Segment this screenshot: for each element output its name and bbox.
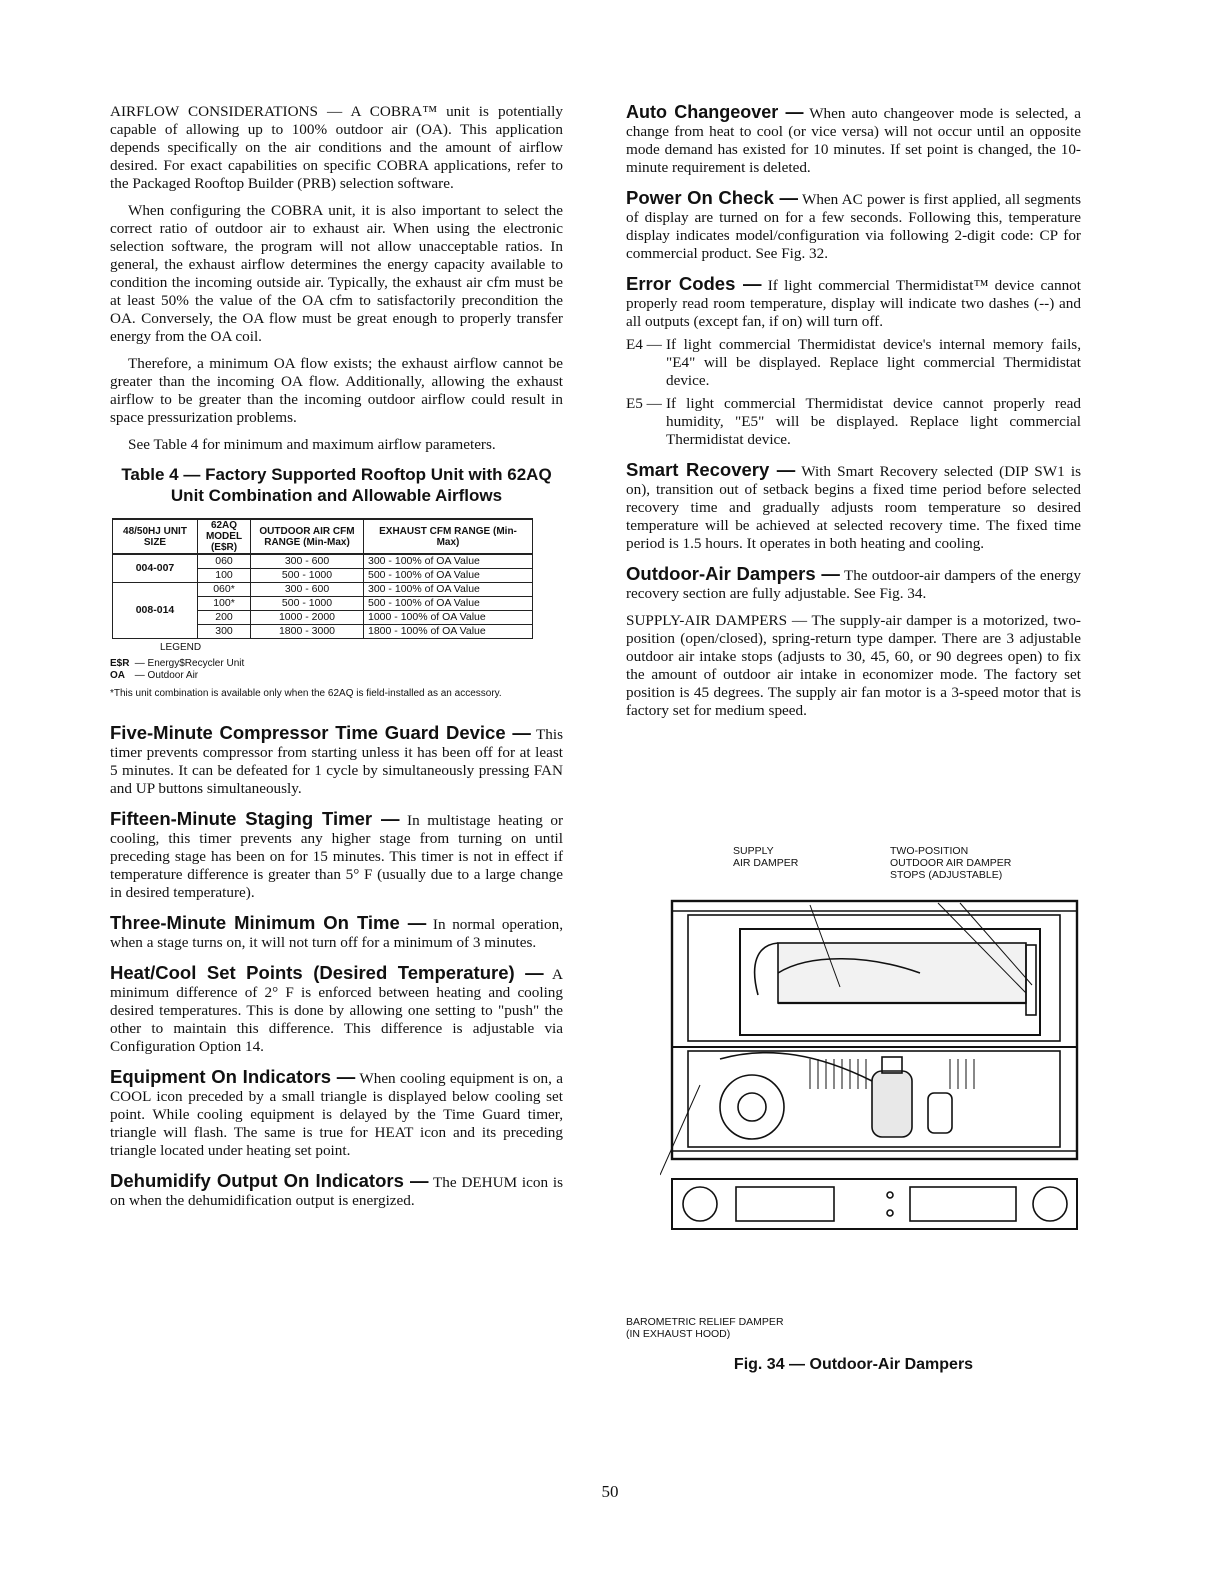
label-barometric-relief-damper xyxy=(626,1316,784,1340)
outdoor-air-dampers-heading: Outdoor-Air Dampers — xyxy=(626,563,840,584)
power-on-heading: Power On Check — xyxy=(626,187,799,208)
exhaust-range-cell: 1800 - 100% of OA Value xyxy=(364,625,533,639)
legend-abbr: OA xyxy=(110,670,125,681)
barometric-leader-line xyxy=(660,1085,700,1175)
oa-range-cell: 1800 - 3000 xyxy=(251,625,364,639)
hood-screw xyxy=(887,1192,893,1198)
right-column xyxy=(626,103,1081,720)
label-line: SUPPLY xyxy=(733,845,774,857)
table-header-exhaust-range: EXHAUST CFM RANGE (Min-Max) xyxy=(364,519,533,554)
section-five-minute xyxy=(110,724,563,798)
oa-range-cell: 500 - 1000 xyxy=(251,569,364,583)
damper-hose xyxy=(755,943,778,995)
section-heading: Three-Minute Minimum On Time — xyxy=(110,912,427,933)
section-body: When cooling equipment is on, a COOL icon preceded by a small triangle is displayed below cooling set point. While cooling equipment is delayed by the Time Guard timer, triangle will flash. The same is true for HEAT icon and its preceding triangle located under heating set point. xyxy=(110,1070,563,1159)
table-header-model: 62AQ MODEL (E$R) xyxy=(198,519,251,554)
section-set-points xyxy=(110,964,563,1056)
section-equipment-on xyxy=(110,1068,563,1160)
error-codes-body: If light commercial Thermidistat™ device cannot properly read room temperature, display will indicate two dashes (--) and all outputs (except fan, if on) will turn off. xyxy=(626,277,1081,330)
hood-knockout-left xyxy=(683,1187,717,1221)
airflow-paragraph-2: When configuring the COBRA unit, it is also important to select the correct ratio of outdoor air to exhaust air. When using the electronic selection software, the program will not allow unacceptable ratios. In general, the exhaust airflow determines the energy capacity available to condition the incoming outside air. Typically, the exhaust air cfm must be at least 50% the value of the OA cfm to satisfactorily precondition the OA. Conversely, the OA flow must be great enough to properly transfer energy from the OA coil. xyxy=(110,202,563,345)
exhaust-range-cell: 500 - 100% of OA Value xyxy=(364,569,533,583)
legend-title: LEGEND xyxy=(160,642,202,653)
error-codes-heading: Error Codes — xyxy=(626,273,762,294)
error-code-text: If light commercial Thermidistat device cannot properly read humidity, "E5" will be displayed. Replace light commercial Thermidistat device. xyxy=(666,395,1081,448)
model-cell: 060* xyxy=(198,583,251,597)
label-line: TWO-POSITION xyxy=(890,845,969,857)
section-heading: Five-Minute Compressor Time Guard Device — xyxy=(110,722,531,743)
blower-hub xyxy=(738,1093,766,1121)
power-on-body: When AC power is first applied, all segments of display are turned on for a few seconds. Following this, temperature display indicates model/configuration via following 2-digit code: CP for commercial product. See Fig. 32. xyxy=(626,191,1082,262)
model-cell: 100 xyxy=(198,569,251,583)
error-code-label: E5 — xyxy=(626,395,662,412)
supply-air-dampers-paragraph: SUPPLY-AIR DAMPERS — The supply-air damper is a motorized, two-position (open/closed), spring-return type damper. There are 3 adjustable outdoor air intake stops (adjusts to 30, 45, 60, or 90 degrees open) to fix the amount of outdoor air intake in economizer mode. The factory set position is 45 degrees. The supply air fan motor is a 3-speed motor that is factory set for medium speed. xyxy=(626,612,1081,719)
figure-34-outdoor-air-dampers xyxy=(660,845,1090,1180)
blower-wheel xyxy=(720,1075,784,1139)
section-body: The DEHUM icon is on when the dehumidification output is energized. xyxy=(110,1174,563,1209)
model-cell: 200 xyxy=(198,611,251,625)
label-line: AIR DAMPER xyxy=(733,857,799,869)
legend-item xyxy=(110,670,563,682)
exhaust-range-cell: 1000 - 100% of OA Value xyxy=(364,611,533,625)
table-4 xyxy=(112,518,533,639)
airflow-paragraph-4: See Table 4 for minimum and maximum airflow parameters. xyxy=(128,436,496,453)
model-cell: 100* xyxy=(198,597,251,611)
error-code-e4 xyxy=(626,336,1081,390)
section-body: This timer prevents compressor from starting unless it has been off for at least 5 minutes. It can be defeated for 1 cycle by simultaneously pressing FAN and UP buttons simultaneously. xyxy=(110,726,563,797)
auto-changeover-body: When auto changeover mode is selected, a change from heat to cool (or vice versa) will not occur until an opposite mode demand has existed for 10 minutes. If set point is changed, the 10-minute requirement is deleted. xyxy=(626,105,1082,176)
left-column xyxy=(110,103,563,1210)
smart-recovery-body: With Smart Recovery selected (DIP SW1 is on), transition out of setback begins a fixed time period before selected recovery time and gradually adjusts room temperature so desired temperature will be achieved at selected recovery time. The fixed time period is 1.5 hours. It operates in both heating and cooling. xyxy=(626,463,1081,552)
table-row xyxy=(113,583,533,597)
table-legend xyxy=(110,642,563,700)
section-heading: Fifteen-Minute Staging Timer — xyxy=(110,808,400,829)
hood-knockout-right xyxy=(1033,1187,1067,1221)
outdoor-air-dampers-body: The outdoor-air dampers of the energy recovery section are fully adjustable. See Fig. 34. xyxy=(626,567,1081,602)
exhaust-range-cell: 300 - 100% of OA Value xyxy=(364,554,533,569)
section-fifteen-minute xyxy=(110,810,563,902)
section-three-minute xyxy=(110,914,563,952)
error-codes-paragraph xyxy=(626,275,1081,331)
legend-item xyxy=(110,658,563,670)
error-code-e5 xyxy=(626,395,1081,449)
damper-illustration xyxy=(660,845,1090,1180)
oa-range-cell: 1000 - 2000 xyxy=(251,611,364,625)
airflow-paragraph-1: AIRFLOW CONSIDERATIONS — A COBRA™ unit is potentially capable of allowing up to 100% outdoor air (OA). This application depends specifically on the air conditions and the amount of airflow desired. For exact capabilities on specific COBRA applications, refer to the Packaged Rooftop Builder (PRB) selection software. xyxy=(110,103,563,192)
unit-size-cell: 008-014 xyxy=(113,583,198,639)
model-cell: 060 xyxy=(198,554,251,569)
section-dehumidify xyxy=(110,1172,563,1210)
oa-range-cell: 300 - 600 xyxy=(251,554,364,569)
section-heading: Dehumidify Output On Indicators — xyxy=(110,1170,429,1191)
table-header-unit-size: 48/50HJ UNIT SIZE xyxy=(113,519,198,554)
legend-text: — Energy$Recycler Unit xyxy=(134,658,245,669)
legend-abbr: E$R xyxy=(110,658,130,669)
compressor xyxy=(872,1071,912,1137)
supply-damper-blade xyxy=(778,943,1026,1003)
section-body: A minimum difference of 2° F is enforced between heating and cooling desired temperatures. This is done by allowing one setting to "push" the other to maintain this difference. This difference is adjustable via Configuration Option 14. xyxy=(110,966,563,1055)
hood-panel-right xyxy=(910,1187,1016,1221)
auto-changeover-paragraph xyxy=(626,103,1081,177)
label-line: OUTDOOR AIR DAMPER xyxy=(890,857,1012,869)
page-number: 50 xyxy=(601,1482,619,1501)
label-line: (IN EXHAUST HOOD) xyxy=(626,1328,731,1340)
auto-changeover-heading: Auto Changeover — xyxy=(626,102,804,122)
section-body: In normal operation, when a stage turns on, it will not turn off for a minimum of 3 minutes. xyxy=(110,916,563,951)
power-on-paragraph xyxy=(626,189,1081,263)
table-row xyxy=(113,554,533,569)
error-code-label: E4 — xyxy=(626,336,662,353)
legend-text: — Outdoor Air xyxy=(134,670,199,681)
section-heading: Heat/Cool Set Points (Desired Temperature) — xyxy=(110,962,544,983)
smart-recovery-heading: Smart Recovery — xyxy=(626,459,796,480)
hood-panel-left xyxy=(736,1187,834,1221)
label-line: BAROMETRIC RELIEF DAMPER xyxy=(626,1316,784,1328)
oa-range-cell: 300 - 600 xyxy=(251,583,364,597)
airflow-paragraph-3: Therefore, a minimum OA flow exists; the exhaust airflow cannot be greater than the incoming OA flow. Additionally, allowing the exhaust airflow to be greater than the incoming outdoor airflow could result in space pressurization problems. xyxy=(110,355,563,426)
figure-34-caption: Fig. 34 — Outdoor-Air Dampers xyxy=(733,1356,974,1373)
table-footnote: *This unit combination is available only when the 62AQ is field-installed as an accessory. xyxy=(110,688,502,699)
accumulator xyxy=(928,1093,952,1133)
label-line: STOPS (ADJUSTABLE) xyxy=(890,869,1003,881)
table-4-caption: Table 4 — Factory Supported Rooftop Unit with 62AQ Unit Combination and Allowable Airflows xyxy=(121,465,552,505)
outdoor-air-dampers-paragraph xyxy=(626,565,1081,603)
exhaust-range-cell: 500 - 100% of OA Value xyxy=(364,597,533,611)
table-header-oa-range: OUTDOOR AIR CFM RANGE (Min-Max) xyxy=(251,519,364,554)
model-cell: 300 xyxy=(198,625,251,639)
error-code-text: If light commercial Thermidistat device's internal memory fails, "E4" will be displayed. Replace light commercial Thermidistat device. xyxy=(666,336,1081,389)
section-body: In multistage heating or cooling, this timer prevents any higher stage from turning on until preceding stage has been on for 15 minutes. This timer is not in effect if temperature difference is greater than 5° F (usually due to a large change in desired temperature). xyxy=(110,812,563,901)
section-heading: Equipment On Indicators — xyxy=(110,1066,356,1087)
oa-range-cell: 500 - 1000 xyxy=(251,597,364,611)
exhaust-range-cell: 300 - 100% of OA Value xyxy=(364,583,533,597)
exhaust-hood-illustration xyxy=(660,1175,1090,1235)
smart-recovery-paragraph xyxy=(626,461,1081,553)
hood-screw xyxy=(887,1210,893,1216)
unit-size-cell: 004-007 xyxy=(113,554,198,583)
